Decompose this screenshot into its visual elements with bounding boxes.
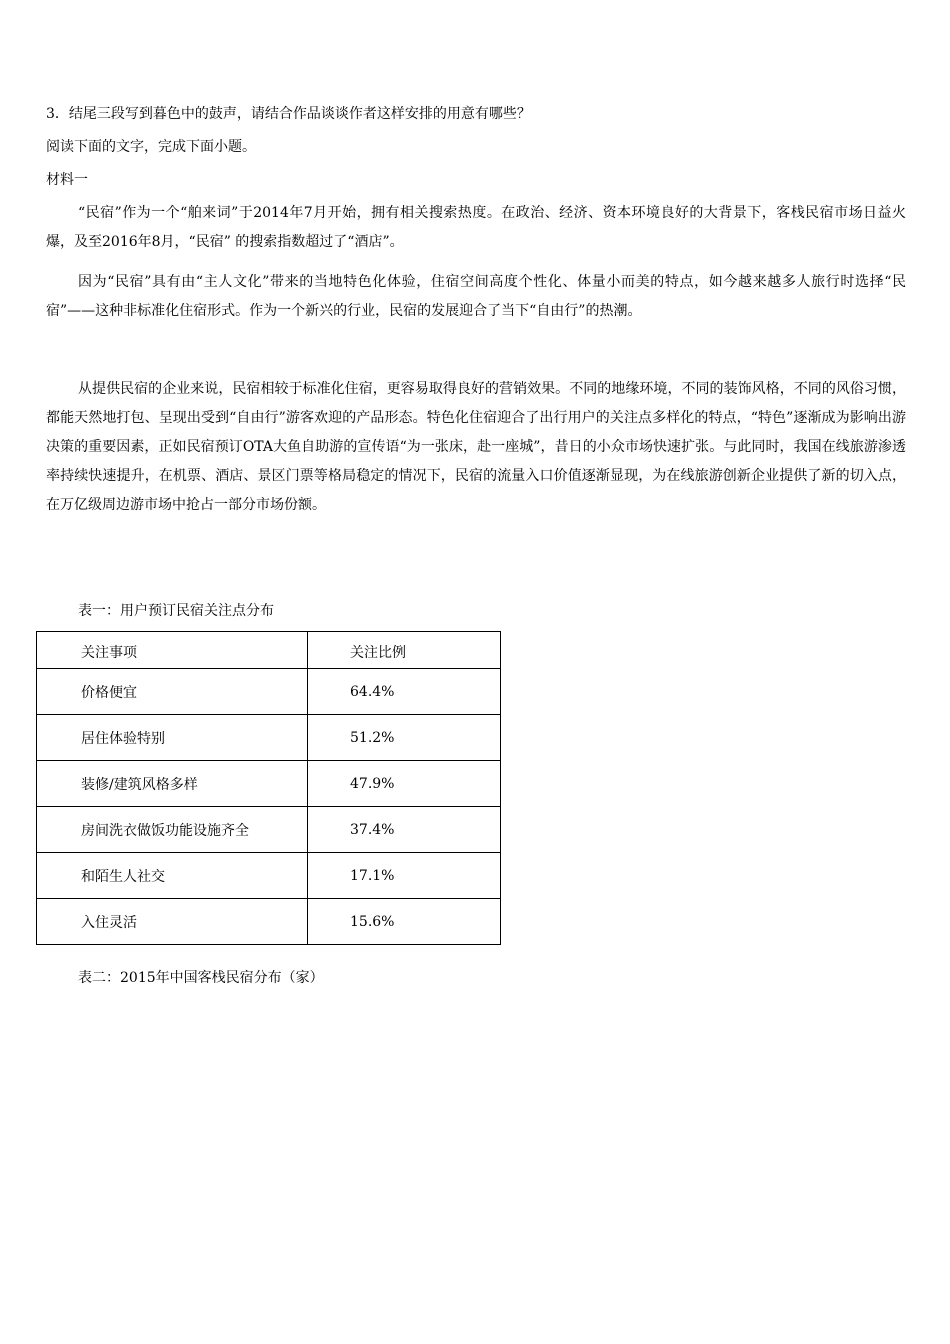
table-header-cell: 关注事项 <box>37 632 308 669</box>
table-row <box>37 807 501 853</box>
table-header-row <box>37 632 501 669</box>
reading-instruction: 阅读下面的文字，完成下面小题。 <box>46 139 256 155</box>
table-row <box>37 853 501 899</box>
table-cell-item: 和陌生人社交 <box>37 853 308 899</box>
table-cell-item: 居住体验特别 <box>37 715 308 761</box>
table-row <box>37 715 501 761</box>
table1-caption: 表一：用户预订民宿关注点分布 <box>78 603 274 619</box>
table-cell-item: 入住灵活 <box>37 899 308 945</box>
table-cell-item: 房间洗衣做饭功能设施齐全 <box>37 807 308 853</box>
table-cell-ratio: 64.4% <box>308 669 501 715</box>
question-text: 3．结尾三段写到暮色中的鼓声，请结合作品谈谈作者这样安排的用意有哪些？ <box>46 106 531 122</box>
table-cell-item: 装修/建筑风格多样 <box>37 761 308 807</box>
paragraph-2: 因为“民宿”具有由“主人文化”带来的当地特色化体验，住宿空间高度个性化、体量小而美的特点，如今越来越多人旅行时选择“民宿”——这种非标准化住宿形式。作为一个新兴的行业，民宿的发展迎合了当下“自由行”的热潮。 <box>46 274 906 319</box>
table-cell-ratio: 51.2% <box>308 715 501 761</box>
paragraph-3: 从提供民宿的企业来说，民宿相较于标准化住宿，更容易取得良好的营销效果。不同的地缘环境，不同的装饰风格，不同的风俗习惯，都能天然地打包、呈现出受到“自由行”游客欢迎的产品形态。特色化住宿迎合了出行用户的关注点多样化的特点，“特色”逐渐成为影响出游决策的重要因素，正如民宿预订OTA大鱼自助游的宣传语“为一张床，赴一座城”，昔日的小众市场快速扩张。与此同时，我国在线旅游渗透率持续快速提升，在机票、酒店、景区门票等格局稳定的情况下，民宿的流量入口价值逐渐显现，为在线旅游创新企业提供了新的切入点，在万亿级周边游市场中抢占一部分市场份额。 <box>46 381 906 513</box>
table-row <box>37 761 501 807</box>
table-header-cell: 关注比例 <box>308 632 501 669</box>
table-cell-ratio: 47.9% <box>308 761 501 807</box>
table-cell-item: 价格便宜 <box>37 669 308 715</box>
material-title: 材料一 <box>46 172 88 188</box>
table-cell-ratio: 15.6% <box>308 899 501 945</box>
table-cell-ratio: 17.1% <box>308 853 501 899</box>
paragraph-1: “民宿”作为一个“舶来词”于2014年7月开始，拥有相关搜索热度。在政治、经济、资本环境良好的大背景下，客栈民宿市场日益火爆，及至2016年8月，“民宿” 的搜索指数超过了“酒店”。 <box>46 205 906 250</box>
table1 <box>36 631 501 945</box>
table2-caption: 表二：2015年中国客栈民宿分布（家） <box>78 970 324 986</box>
table-row <box>37 669 501 715</box>
table-cell-ratio: 37.4% <box>308 807 501 853</box>
table-row <box>37 899 501 945</box>
